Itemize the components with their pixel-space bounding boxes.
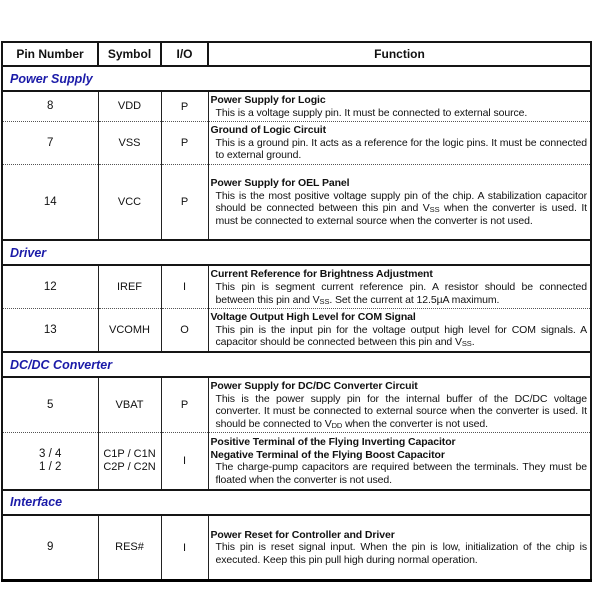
pin-number-cell: 14 (2, 164, 98, 240)
function-description: This pin is segment current reference pin. A resistor should be connected between this pin and $V_{SS}$. Set the current at 12.5µA maximum. (215, 281, 587, 306)
function-title: Power Supply for DC/DC Converter Circuit (210, 380, 418, 393)
pin-number-cell: 12 (2, 265, 98, 308)
column-header-symbol: Symbol (98, 42, 161, 66)
function-description: This is the power supply pin for the internal buffer of the DC/DC voltage converter. It must be connected to external source when the converter is used. It should be connected to $V_{DD}$ when the converter is not used. (215, 392, 587, 430)
function-title: Negative Terminal of the Flying Boost Capacitor (210, 448, 445, 461)
function-cell (208, 122, 591, 165)
pin-row-iref (2, 265, 591, 308)
io-cell: P (161, 164, 208, 240)
symbol-cell: VCC (98, 164, 161, 240)
function-cell (208, 377, 591, 433)
pin-number-cell: 7 (2, 122, 98, 165)
symbol-cell: VSS (98, 122, 161, 165)
pin-number-cell: 3 / 4 1 / 2 (2, 433, 98, 490)
pin-row-vss (2, 122, 591, 165)
column-header-pin-number: Pin Number (2, 42, 98, 66)
section-title: Interface (10, 495, 63, 510)
function-cell (208, 515, 591, 581)
io-cell: P (161, 377, 208, 433)
pin-row-res (2, 515, 591, 581)
pin-number-cell: 13 (2, 309, 98, 352)
pin-number-cell: 8 (2, 91, 98, 122)
function-description: This is a voltage supply pin. It must be connected to external source. (215, 106, 528, 119)
function-description: This is a ground pin. It acts as a reference for the logic pins. It must be connected to external ground. (215, 136, 587, 162)
io-cell: O (161, 309, 208, 352)
pin-row-vdd (2, 91, 591, 122)
pin-row-capacitor-terminals (2, 433, 591, 490)
function-cell (208, 433, 591, 490)
column-header-function: Function (208, 42, 591, 66)
function-title: Current Reference for Brightness Adjustment (210, 268, 433, 281)
function-cell (208, 91, 591, 122)
function-title: Power Supply for OEL Panel (210, 177, 350, 190)
section-row-interface (2, 490, 591, 515)
section-title: DC/DC Converter (10, 357, 113, 372)
io-cell: P (161, 122, 208, 165)
function-description: This is the most positive voltage supply pin of the chip. A stabilization capacitor should be connected between this pin and $V_{SS}$ when the converter is used. It must be connected to external source when the converter is not used. (215, 189, 587, 227)
function-title: Ground of Logic Circuit (210, 124, 327, 137)
pin-row-vcc (2, 164, 591, 240)
function-title: Positive Terminal of the Flying Inverting Capacitor (210, 435, 456, 448)
function-description: This pin is the input pin for the voltage output high level for COM signals. A capacitor should be connected between this pin and $V_{SS}$. (215, 323, 587, 349)
io-cell: P (161, 91, 208, 122)
pin-description-table (1, 41, 592, 582)
io-cell: I (161, 433, 208, 490)
pin-number-cell: 9 (2, 515, 98, 581)
symbol-cell: VDD (98, 91, 161, 122)
function-description: This pin is reset signal input. When the pin is low, initialization of the chip is executed. Keep this pin pull high during normal operation. (215, 541, 587, 566)
function-title: Power Reset for Controller and Driver (210, 528, 395, 541)
column-header-io: I/O (161, 42, 208, 66)
section-row-driver (2, 240, 591, 265)
symbol-cell: VBAT (98, 377, 161, 433)
pin-number-cell: 5 (2, 377, 98, 433)
io-cell: I (161, 265, 208, 308)
symbol-cell: RES# (98, 515, 161, 581)
pin-row-vcomh (2, 309, 591, 352)
symbol-cell: IREF (98, 265, 161, 308)
table-header-row (2, 42, 591, 66)
function-cell (208, 164, 591, 240)
symbol-cell: VCOMH (98, 309, 161, 352)
section-row-dcdc-converter (2, 352, 591, 377)
function-description: The charge-pump capacitors are required between the terminals. They must be floated when the converter is not used. (215, 461, 587, 486)
section-row-power-supply (2, 66, 591, 91)
section-title: Driver (10, 245, 47, 260)
function-cell (208, 309, 591, 352)
io-cell: I (161, 515, 208, 581)
function-title: Power Supply for Logic (210, 94, 326, 106)
function-cell (208, 265, 591, 308)
pin-row-vbat (2, 377, 591, 433)
function-title: Voltage Output High Level for COM Signal (210, 311, 416, 324)
symbol-cell: C1P / C1N C2P / C2N (98, 433, 161, 490)
section-title: Power Supply (10, 71, 93, 86)
